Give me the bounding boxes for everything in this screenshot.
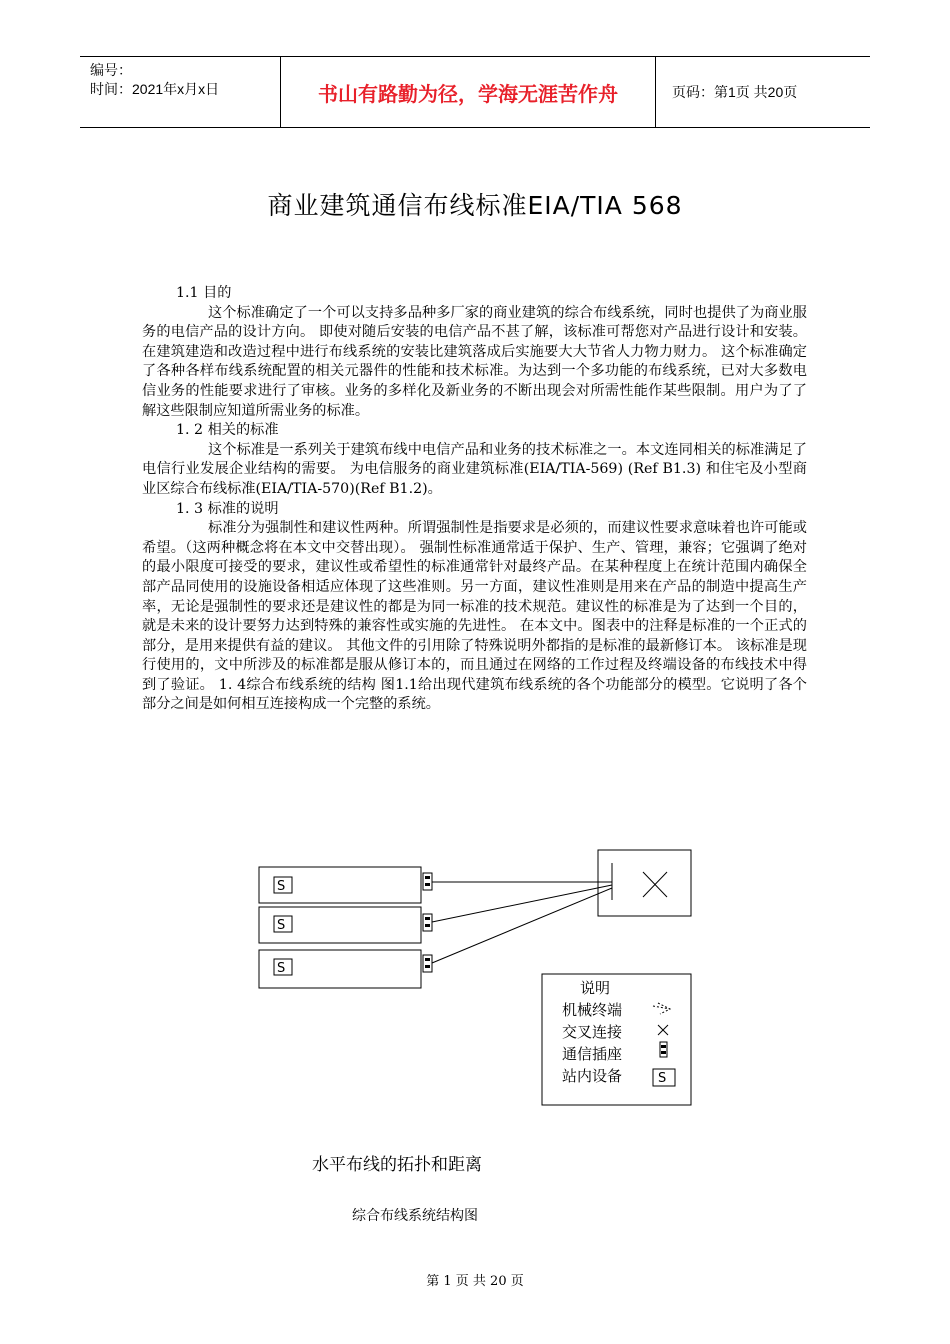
- document-title: 商业建筑通信布线标准EIA/TIA 568: [267, 191, 683, 220]
- page-footer: 第 1 页 共 20 页: [426, 1274, 524, 1289]
- legend-title: 说明: [580, 979, 611, 997]
- legend-item-station-equipment: 站内设备: [562, 1067, 623, 1085]
- header-table: [80, 56, 870, 128]
- telecom-outlet-icon: [423, 873, 432, 890]
- section-paragraph-purpose: 这个标准确定了一个可以支持多品种多厂家的商业建筑的综合布线系统，同时也提供了为商业服务的电信产品的设计方向。 即使对随后安装的电信产品不甚了解，该标准可帮您对产品进行设计和安装。在建筑建造和改造过程中进行布线系统的安装比建筑落成后实施要大大节省人力物力财力。 这个标准确定了各种各样布线系统配置的相关元器件的性能和技术标准。为达到一个多功能的布线系统，已对大多数电信业务的性能要求进行了审核。业务的多样化及新业务的不断出现会对所需性能作某些限制。用户为了了解这些限制应知道所需业务的标准。: [142, 304, 807, 419]
- legend-item-cross-connect: 交叉连接: [562, 1023, 623, 1041]
- telecom-outlet-icon: [423, 914, 432, 931]
- header-page-text: 页码：第1页 共20页: [672, 84, 798, 100]
- legend-station-symbol: S: [658, 1071, 667, 1086]
- section-heading-related-standards: 1. 2 相关的标准: [176, 422, 279, 439]
- document-number-label: 编号：: [90, 62, 132, 78]
- diagram-subtitle: 水平布线的拓扑和距离: [312, 1155, 482, 1175]
- station-symbol: S: [277, 918, 286, 933]
- document-time-label: 时间：2021年x月x日: [90, 81, 220, 97]
- section-heading-standard-description: 1. 3 标准的说明: [176, 500, 279, 517]
- section-paragraph-related-standards: 这个标准是一系列关于建筑布线中电信产品和业务的技术标准之一。本文连同相关的标准满足了电信行业发展企业结构的需要。 为电信服务的商业建筑标准(EIA/TIA-569) (Ref B1.3) 和住宅及小型商业区综合布线标准(EIA/TIA-570)(Ref B1.2)。: [142, 441, 807, 497]
- document-body: [142, 284, 807, 715]
- station-symbol: S: [277, 961, 286, 976]
- horizontal-cable: [432, 888, 612, 963]
- header-meta-cell: [80, 57, 281, 127]
- cross-connect-legend-icon: [658, 1025, 668, 1035]
- section-paragraph-standard-description: 标准分为强制性和建议性两种。所谓强制性是指要求是必须的，而建议性要求意味着也许可能或希望。（这两种概念将在本文中交替出现）。 强制性标准通常适于保护、生产、管理，兼容；它强调了绝对的最小限度可接受的要求，建议性或希望性的标准通常针对最终产品。在某种程度上在统计范围内确保全部产品同使用的设施设备相适应体现了这些准则。另一方面，建议性准则是用来在产品的制造中提高生产率，无论是强制性的要求还是建议性的都是为同一标准的技术规范。建议性的标准是为了达到一个目的，就是未来的设计要努力达到特殊的兼容性或实施的先进性。 在本文中。图表中的注释是标准的一个正式的部分，是用来提供有益的建议。 其他文件的引用除了特殊说明外都指的是标准的最新修订本。 该标准是现行使用的，文中所涉及的标准都是服从修订本的，而且通过在网络的工作过程及终端设备的布线技术中得到了验证。 1. 4综合布线系统的结构 图1.1给出现代建筑布线系统的各个功能部分的模型。它说明了各个部分之间是如何相互连接构成一个完整的系统。: [142, 520, 807, 713]
- station-symbol: S: [277, 879, 286, 894]
- header-page-label: [664, 57, 870, 127]
- legend-item-telecom-outlet: 通信插座: [562, 1045, 623, 1063]
- cabling-structure-diagram: [250, 845, 710, 1115]
- legend-item-mechanical-termination: 机械终端: [562, 1001, 623, 1019]
- cross-connect-icon: [643, 872, 667, 897]
- telecom-outlet-legend-icon: [660, 1042, 667, 1057]
- mechanical-termination-legend-icon: [653, 1003, 670, 1014]
- horizontal-cable: [432, 885, 612, 922]
- header-motto: 书山有路勤为径，学海无涯苦作舟: [281, 57, 656, 127]
- telecom-outlet-icon: [423, 955, 432, 972]
- figure-caption: 综合布线系统结构图: [352, 1208, 478, 1224]
- section-heading-purpose: 1.1 目的: [176, 285, 232, 301]
